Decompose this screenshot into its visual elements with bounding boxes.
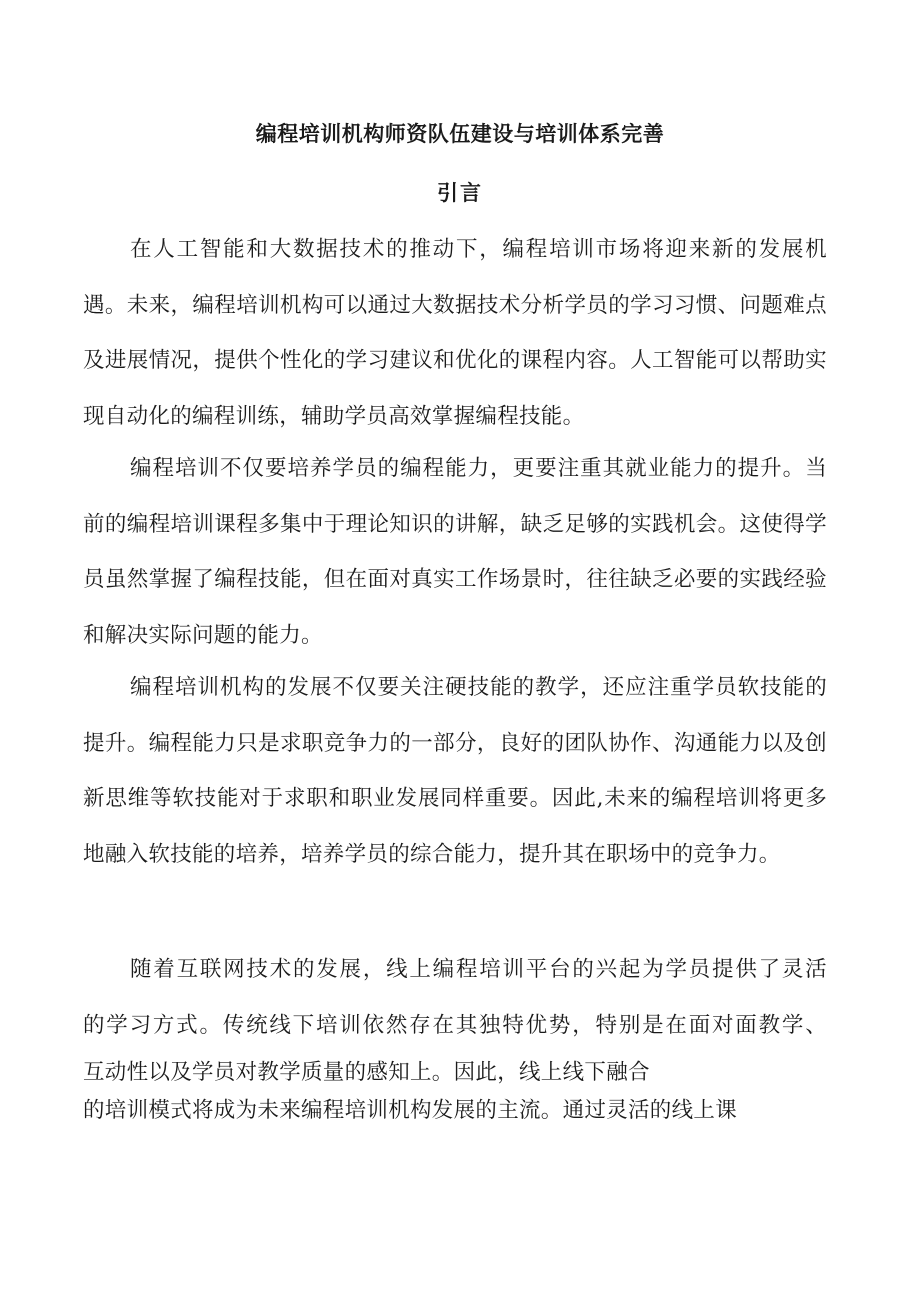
paragraph-3: 编程培训机构的发展不仅要关注硬技能的教学，还应注重学员软技能的提升。编程能力只是求职竞争力的一部分，良好的团队协作、沟通能力以及创新思维等软技能对于求职和职业发展同样重要。因此,未来的编程培训将更多地融入软技能的培养，培养学员的综合能力，提升其在职场中的竞争力。 (83, 675, 827, 867)
paragraph-4-line-3: 互动性以及学员对教学质量的感知上。因此，线上线下融合 (83, 1060, 650, 1085)
paragraph-1: 在人工智能和大数据技术的推动下，编程培训市场将迎来新的发展机遇。未来，编程培训机构可以通过大数据技术分析学员的学习习惯、问题难点及进展情况，提供个性化的学习建议和优化的课程内容。人工智能可以帮助实现自动化的编程训练，辅助学员高效掌握编程技能。 (83, 237, 827, 429)
paragraph-4 (83, 942, 827, 1129)
paragraph-4-line-4: 的培训模式将成为未来编程培训机构发展的主流。通过灵活的线上课 (83, 1098, 738, 1123)
paragraph-4-line-1: 随着互联网技术的发展，线上编程培训平台的兴起为学员提供了灵活 (130, 957, 827, 982)
section-heading: 引言 (437, 180, 483, 205)
paragraph-2: 编程培训不仅要培养学员的编程能力，更要注重其就业能力的提升。当前的编程培训课程多集中于理论知识的讲解，缺乏足够的实践机会。这使得学员虽然掌握了编程技能，但在面对真实工作场景时，往往缺乏必要的实践经验和解决实际问题的能力。 (83, 456, 827, 648)
paragraph-4-line-2: 的学习方式。传统线下培训依然存在其独特优势，特别是在面对面教学、 (83, 1012, 827, 1038)
document-title: 编程培训机构师资队伍建设与培训体系完善 (255, 121, 665, 146)
